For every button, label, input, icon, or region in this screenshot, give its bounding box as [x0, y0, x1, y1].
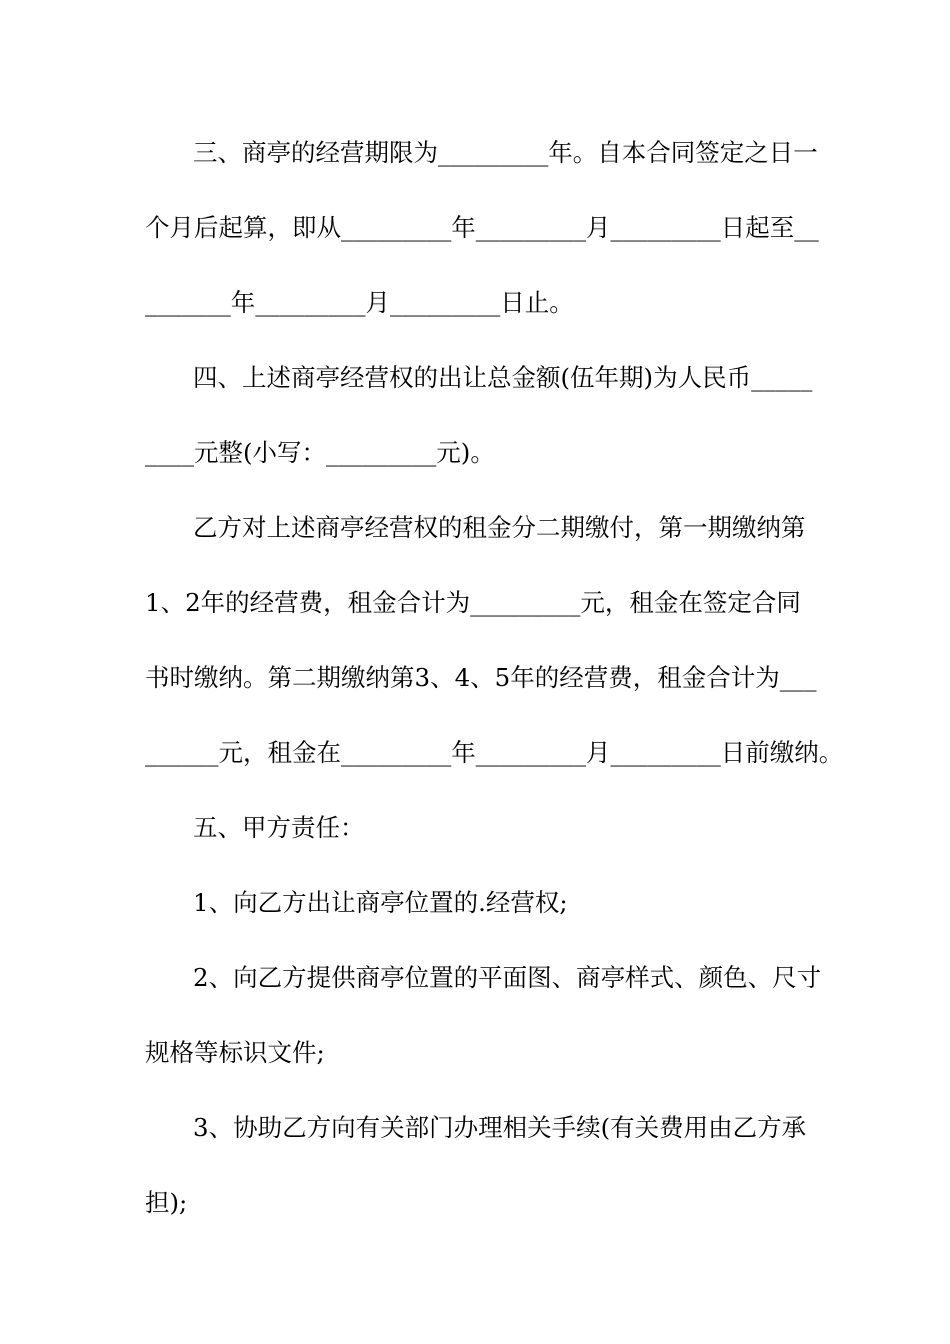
duty-3-line-2: 担);: [145, 1188, 188, 1217]
duty-3-line-1: 3、协助乙方向有关部门办理相关手续(有关费用由乙方承: [193, 1113, 807, 1142]
clause-4-line-2: ____元整(小写：_________元)。: [145, 438, 495, 467]
payment-paragraph-line-3: 书时缴纳。第二期缴纳第3、4、5年的经营费，租金合计为___: [145, 663, 817, 692]
duty-2-line-1: 2、向乙方提供商亭位置的平面图、商亭样式、颜色、尺寸: [193, 963, 822, 992]
payment-paragraph-line-4: ______元，租金在_________年_________月_________日前缴纳。: [145, 738, 844, 767]
duty-2-line-2: 规格等标识文件;: [145, 1038, 325, 1067]
clause-5-heading: 五、甲方责任：: [193, 813, 365, 842]
duty-1: 1、向乙方出让商亭位置的.经营权;: [193, 888, 568, 917]
clause-3-line-2: 个月后起算，即从_________年_________月_________日起至__: [145, 213, 819, 242]
clause-3-line-3: _______年_________月_________日止。: [145, 288, 574, 317]
payment-paragraph-line-2: 1、2年的经营费，租金合计为_________元，租金在签定合同: [145, 588, 801, 617]
payment-paragraph-line-1: 乙方对上述商亭经营权的租金分二期缴付，第一期缴纳第: [193, 513, 806, 542]
clause-3-line-1: 三、商亭的经营期限为_________年。自本合同签定之日一: [193, 138, 818, 167]
clause-4-line-1: 四、上述商亭经营权的出让总金额(伍年期)为人民币_____: [193, 363, 813, 392]
